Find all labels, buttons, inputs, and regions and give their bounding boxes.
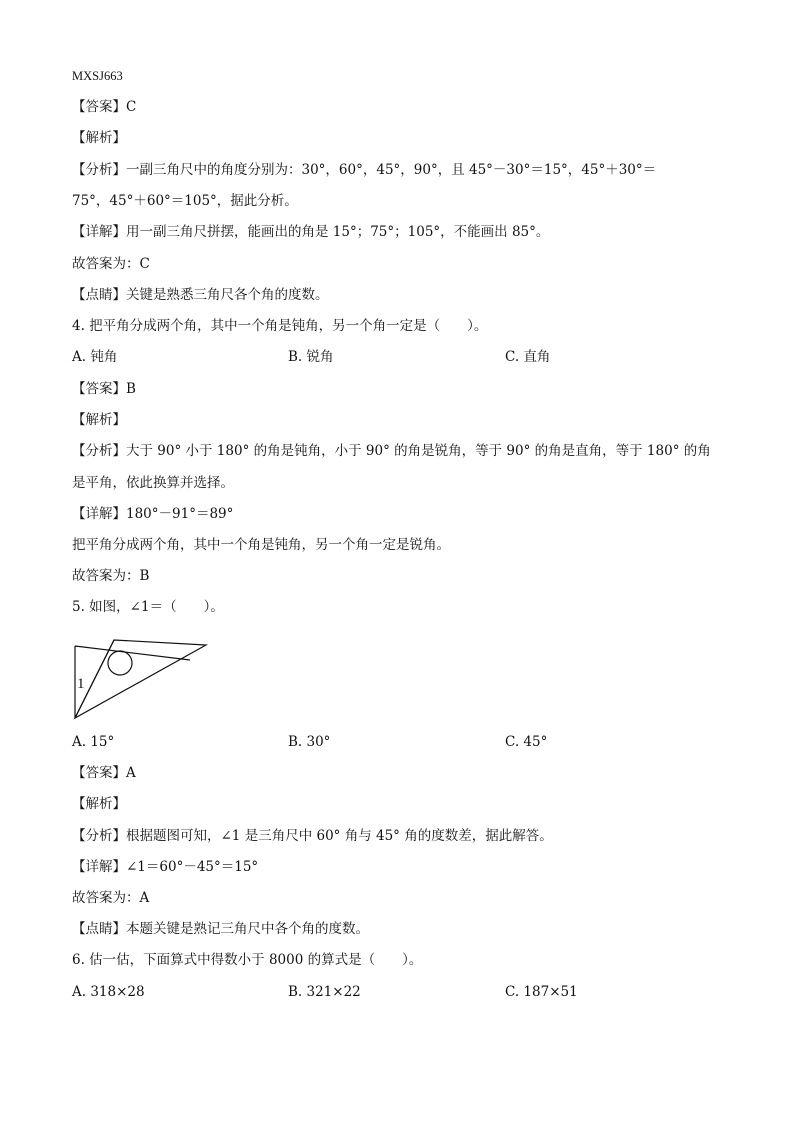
q4-option-a: A. 钝角 xyxy=(72,349,118,365)
q4-detail: 【详解】180°－91°＝89° xyxy=(72,506,234,522)
q4-option-c: C. 直角 xyxy=(505,349,551,365)
q3-analysis-heading: 【解析】 xyxy=(72,130,126,146)
q6-option-b: B. 321×22 xyxy=(288,984,361,1000)
q4-answer: 【答案】B xyxy=(72,381,136,397)
q4-conclusion: 故答案为：B xyxy=(72,568,150,584)
figure-hole xyxy=(108,651,132,675)
q4-analysis-heading: 【解析】 xyxy=(72,412,126,428)
angle-1-label: 1 xyxy=(77,676,85,692)
q5-key-point: 【点睛】本题关键是熟记三角尺中各个角的度数。 xyxy=(72,921,369,937)
q3-fenxi-line2: 75°，45°＋60°＝105°，据此分析。 xyxy=(72,193,298,209)
q6-option-c: C. 187×51 xyxy=(505,984,578,1000)
q6-option-a: A. 318×28 xyxy=(72,984,145,1000)
q5-option-a: A. 15° xyxy=(72,734,115,750)
figure-front-triangle xyxy=(75,640,206,718)
q5-answer: 【答案】A xyxy=(72,765,136,781)
q4-fenxi-line2: 是平角，依此换算并选择。 xyxy=(72,475,234,491)
q5-analysis-heading: 【解析】 xyxy=(72,796,126,812)
q5-option-b: B. 30° xyxy=(288,734,331,750)
document-code: MXSJ663 xyxy=(72,69,123,83)
q4-option-b: B. 锐角 xyxy=(288,349,334,365)
q3-answer: 【答案】C xyxy=(72,99,137,115)
triangle-rulers-figure xyxy=(72,632,212,724)
q3-key-point: 【点睛】关键是熟悉三角尺各个角的度数。 xyxy=(72,287,329,303)
q5-option-c: C. 45° xyxy=(505,734,548,750)
q5-detail: 【详解】∠1＝60°－45°＝15° xyxy=(72,859,259,875)
q4-fenxi-line1: 【分析】大于 90° 小于 180° 的角是钝角，小于 90° 的角是锐角，等于 90° 的角是直角，等于 180° 的角 xyxy=(72,443,711,459)
q5-conclusion: 故答案为：A xyxy=(72,890,150,906)
q4-stem: 4. 把平角分成两个角，其中一个角是钝角，另一个角一定是（ ）。 xyxy=(72,318,488,334)
q3-fenxi-line1: 【分析】一副三角尺中的角度分别为：30°，60°，45°，90°，且 45°－30°＝15°，45°＋30°＝ xyxy=(72,162,657,178)
q5-stem: 5. 如图，∠1＝（ ）。 xyxy=(72,599,224,615)
q6-stem: 6. 估一估，下面算式中得数小于 8000 的算式是（ ）。 xyxy=(72,952,423,968)
q4-detail-text: 把平角分成两个角，其中一个角是钝角，另一个角一定是锐角。 xyxy=(72,537,450,553)
q5-fenxi: 【分析】根据题图可知，∠1 是三角尺中 60° 角与 45° 角的度数差，据此解答。 xyxy=(72,828,553,844)
q3-conclusion: 故答案为：C xyxy=(72,256,150,272)
figure-top-edge xyxy=(75,646,190,660)
q3-detail: 【详解】用一副三角尺拼摆，能画出的角是 15°；75°；105°，不能画出 85°。 xyxy=(72,224,550,240)
